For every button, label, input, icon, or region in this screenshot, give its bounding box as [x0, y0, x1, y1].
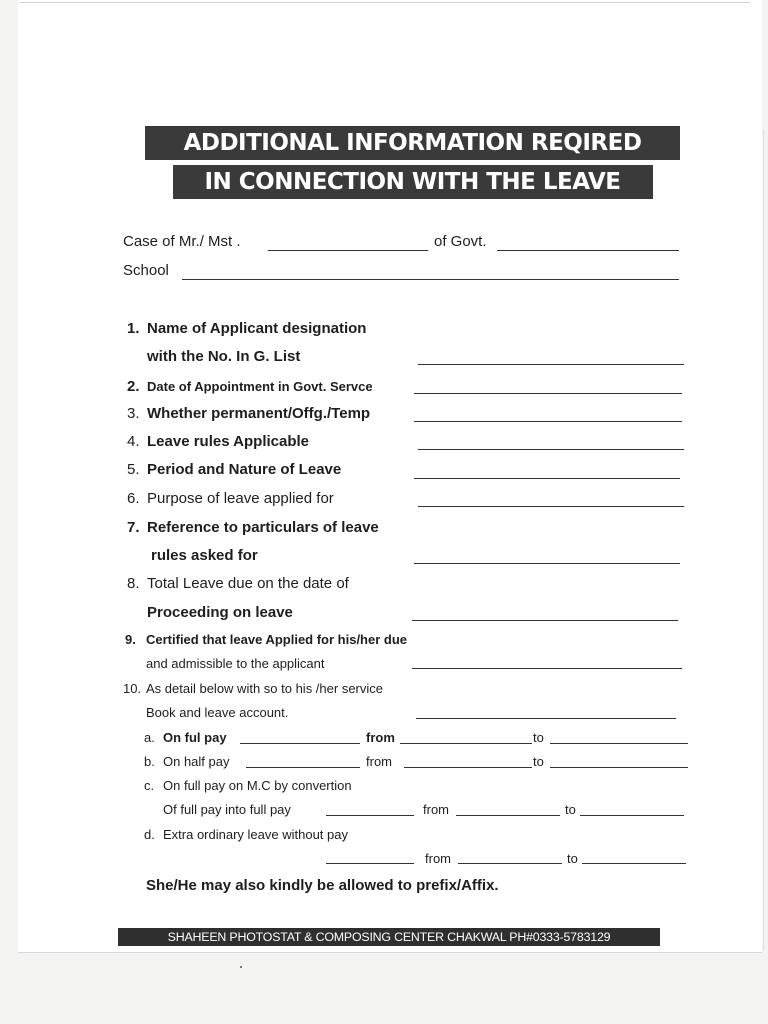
school-field[interactable] [182, 279, 679, 280]
case-of-field[interactable] [268, 250, 428, 251]
item-label: Book and leave account. [146, 705, 289, 720]
to-label: to [533, 754, 544, 769]
item-number: 3. [127, 405, 140, 422]
item-label: Reference to particulars of leave [147, 519, 379, 536]
item-label: rules asked for [151, 547, 258, 564]
item-label: with the No. In G. List [147, 348, 301, 365]
purpose-field[interactable] [418, 506, 684, 507]
convertion-days-field[interactable] [326, 815, 414, 816]
top-edge-line [20, 2, 750, 3]
leave-rules-field[interactable] [418, 449, 684, 450]
item-label: Total Leave due on the date of [147, 575, 349, 592]
item-label: Period and Nature of Leave [147, 461, 342, 478]
half-pay-days-field[interactable] [246, 767, 360, 768]
item-label: As detail below with so to his /her service [146, 681, 383, 696]
of-govt-label: of Govt. [434, 233, 487, 250]
applicant-designation-field[interactable] [418, 364, 684, 365]
item-number: 9. [125, 632, 136, 647]
case-of-label: Case of Mr./ Mst . [123, 233, 241, 250]
to-label: to [533, 730, 544, 745]
ful-pay-days-field[interactable] [240, 743, 360, 744]
item-number: 10. [123, 681, 142, 696]
scan-speck [240, 966, 242, 968]
sub-item-letter: c. [144, 778, 155, 793]
item-label: Certified that leave Applied for his/her due [146, 632, 408, 647]
convertion-from-field[interactable] [456, 815, 560, 816]
closing-statement: She/He may also kindly be allowed to prefix/Affix. [146, 877, 499, 894]
item-label: Leave rules Applicable [147, 433, 310, 450]
to-label: to [565, 802, 576, 817]
sub-item-letter: d. [144, 827, 155, 842]
from-label: from [366, 754, 392, 769]
sub-item-label: On half pay [163, 754, 230, 769]
half-pay-from-field[interactable] [404, 767, 532, 768]
item-number: 8. [127, 575, 140, 592]
ful-pay-from-field[interactable] [400, 743, 532, 744]
appointment-date-field[interactable] [414, 393, 682, 394]
reference-field[interactable] [414, 563, 680, 564]
item-number: 4. [127, 433, 140, 450]
printer-footer: SHAHEEN PHOTOSTAT & COMPOSING CENTER CHAKWAL PH#0333-5783129 [118, 928, 660, 946]
from-label: from [423, 802, 449, 817]
extra-leave-from-field[interactable] [458, 863, 562, 864]
govt-field[interactable] [497, 250, 679, 251]
half-pay-to-field[interactable] [550, 767, 688, 768]
extra-leave-to-field[interactable] [582, 863, 686, 864]
to-label: to [567, 851, 578, 866]
from-label: from [366, 730, 395, 745]
from-label: from [425, 851, 451, 866]
sub-item-label: On ful pay [163, 730, 227, 745]
item-label: and admissible to the applicant [146, 656, 325, 671]
item-label: Date of Appointment in Govt. Servce [147, 379, 373, 394]
item-label: Name of Applicant designation [147, 320, 367, 337]
item-number: 6. [127, 490, 140, 507]
item-label: Proceeding on leave [147, 604, 293, 621]
period-field[interactable] [414, 478, 680, 479]
ful-pay-to-field[interactable] [550, 743, 688, 744]
item-number: 2. [127, 378, 140, 395]
sub-item-label: Extra ordinary leave without pay [163, 827, 348, 842]
school-label: School [123, 262, 169, 279]
extra-leave-days-field[interactable] [326, 863, 414, 864]
item-number: 7. [127, 519, 140, 536]
service-book-field[interactable] [416, 718, 676, 719]
status-field[interactable] [414, 421, 682, 422]
certified-field[interactable] [412, 668, 682, 669]
sub-item-letter: b. [144, 754, 155, 769]
sub-item-label: On full pay on M.C by convertion [163, 778, 352, 793]
convertion-to-field[interactable] [580, 815, 684, 816]
item-label: Whether permanent/Offg./Temp [147, 405, 371, 422]
item-number: 5. [127, 461, 140, 478]
total-leave-field[interactable] [412, 620, 678, 621]
item-label: Purpose of leave applied for [147, 490, 334, 507]
item-number: 1. [127, 320, 140, 337]
sub-item-letter: a. [144, 730, 155, 745]
right-edge-line [763, 130, 764, 950]
title-line-2: IN CONNECTION WITH THE LEAVE [173, 165, 653, 199]
form-title [145, 126, 680, 199]
title-line-1: ADDITIONAL INFORMATION REQIRED [145, 126, 680, 160]
sub-item-label: Of full pay into full pay [163, 802, 291, 817]
